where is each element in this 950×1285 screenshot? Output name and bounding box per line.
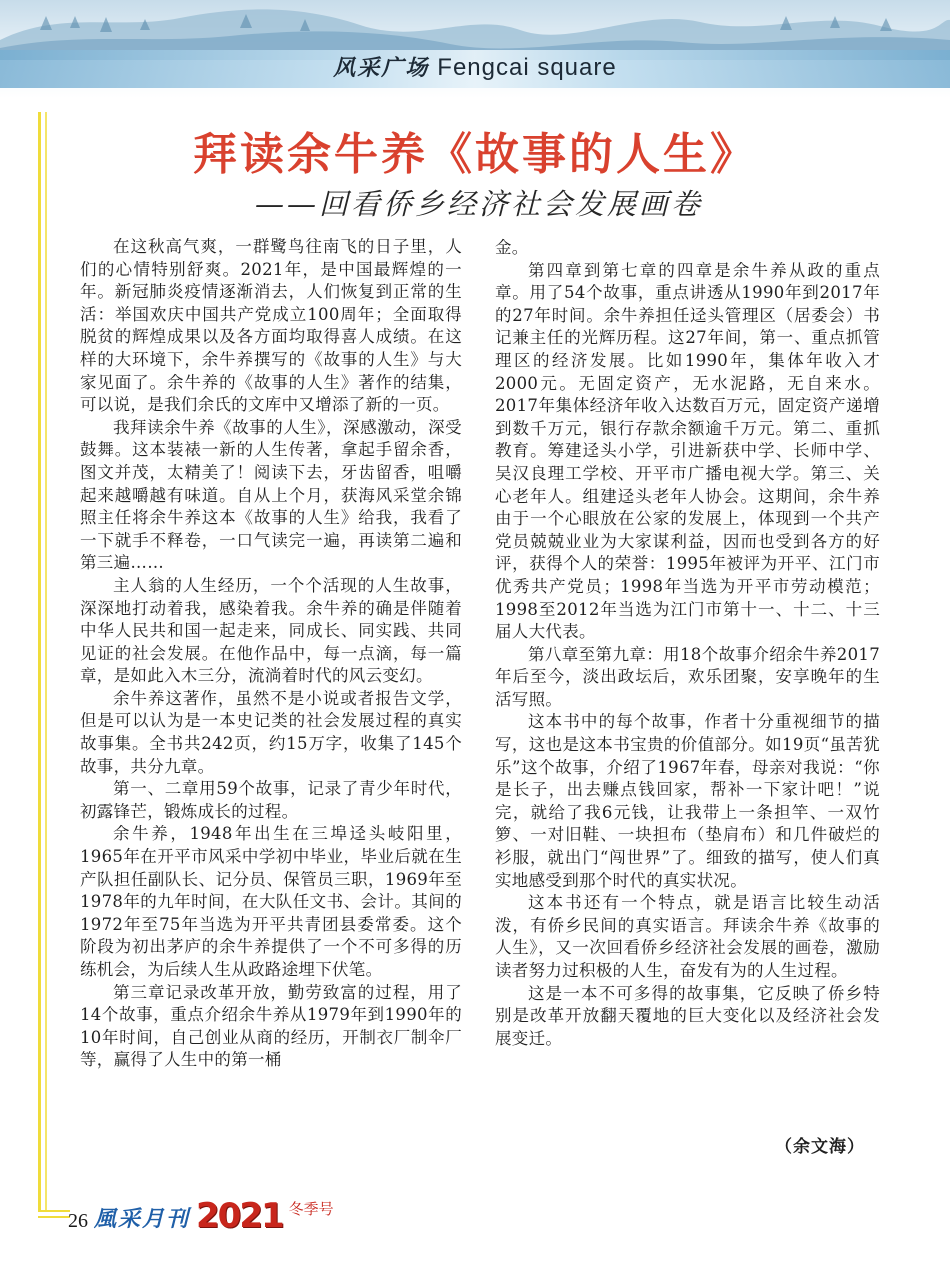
paragraph: 在这秋高气爽，一群鹭鸟往南飞的日子里，人们的心情特别舒爽。2021年，是中国最辉煌的一年。新冠肺炎疫情逐渐消去，人们恢复到正常的生活：举国欢庆中国共产党成立100周年；全面取得脱贫的辉煌成果以及各方面均取得喜人成绩。在这样的大环境下，余牛养撰写的《故事的人生》与大家见面了。余牛养的《故事的人生》著作的结集，可以说，是我们余氏的文库中又增添了新的一页。 [80,237,462,415]
paragraph: 我拜读余牛养《故事的人生》，深感激动，深受鼓舞。这本装裱一新的人生传著，拿起手留余香，图文并茂，太精美了！阅读下去，牙齿留香，咀嚼起来越嚼越有味道。自从上个月，获海风采堂余锦照主任将余牛养这本《故事的人生》给我，我看了一下就手不释卷，一口气读完一遍，再读第二遍和第三遍…… [80,417,462,573]
left-yellow-rule-inner [45,112,47,1212]
header-banner [0,0,950,98]
footer-rule [38,1210,70,1212]
section-title [0,51,950,82]
article-subtitle: ——回看侨乡经济社会发展画卷 [255,187,704,221]
paragraph: 第四章到第七章的四章是余牛养从政的重点章。用了54个故事，重点讲透从1990年到2017年的27年时间。余牛养担任迳头管理区（居委会）书记兼主任的光辉历程。这27年间，第一、重点抓管理区的经济发展。比如1990年，集体年收入才2000元。无固定资产，无水泥路，无自来水。2017年集体经济年收入达数百万元，固定资产递增到数千万元，银行存款余额逾千万元。第二、重抓教育。筹建迳头小学，引进新获中学、长师中学、吴汉良理工学校、开平市广播电视大学。第三、关心老年人。组建迳头老年人协会。这期间，余牛养由于一个心眼放在公家的发展上，体现到一个共产党员兢兢业业为大家谋利益，因而也受到各方的好评，获得个人的荣誉：1995年被评为开平、江门市优秀共产党员；1998年当选为开平市劳动模范；1998至2012年当选为江门市第十一、十二、十三届人大代表。 [495,260,880,642]
section-title-en: Fengcai square [437,54,617,81]
paragraph: 这本书还有一个特点，就是语言比较生动活泼，有侨乡民间的真实语言。拜读余牛养《故事的人生》，又一次回看侨乡经济社会发展的画卷，激励读者努力过积极的人生，奋发有为的人生过程。 [495,893,880,980]
article-title: 拜读余牛养《故事的人生》 [193,129,757,180]
page-number: 26 [68,1210,88,1232]
paragraph: 第一、二章用59个故事，记录了青少年时代，初露锋芒，锻炼成长的过程。 [80,779,462,821]
paragraph: 第三章记录改革开放，勤劳致富的过程，用了14个故事，重点介绍余牛养从1979年到1990年的10年时间，自己创业从商的经历，开制衣厂制伞厂等，赢得了人生中的第一桶 [80,982,462,1070]
issue-season: 冬季号 [288,1200,334,1218]
paragraph-continuation: 金。 [495,238,529,257]
left-column [80,236,462,1072]
right-column [495,237,880,1050]
paragraph: 余牛养，1948年出生在三埠迳头岐阳里，1965年在开平市风采中学初中毕业，毕业后就在生产队担任副队长、记分员、保管员三职，1969年至1978年的九年时间，在大队任文书、会计。其间的1972年至75年当选为开平共青团县委常委。这个阶段为初出茅庐的余牛养提供了一个不可多得的历练机会，为后续人生从政路途埋下伏笔。 [80,824,462,979]
section-title-cn: 风采广场 [333,56,430,81]
paragraph: 这本书中的每个故事，作者十分重视细节的描写，这也是这本书宝贵的价值部分。如19页“虽苦犹乐”这个故事，介绍了1967年春，母亲对我说：“你是长子，出去赚点钱回家，帮补一下家计吧！”说完，就给了我6元钱，让我带上一条担竿、一双竹箩、一对旧鞋、一块担布（垫肩布）和几件破烂的衫服，就出门“闯世界”了。细致的描写，使人们真实地感受到那个时代的真实状况。 [495,712,880,890]
year-logo: 2021 [196,1196,283,1236]
paragraph: 这是一本不可多得的故事集，它反映了侨乡特别是改革开放翻天覆地的巨大变化以及经济社会发展变迁。 [495,983,880,1048]
magazine-name: 風采月刊 [94,1207,191,1232]
paragraph: 主人翁的人生经历，一个个活现的人生故事，深深地打动着我，感染着我。余牛养的确是伴随着中华人民共和国一起走来，同成长、同实践、共同见证的社会发展。在他作品中，每一点滴，每一篇章，是如此入木三分，流淌着时代的风云变幻。 [80,575,462,686]
footer-rule [38,1216,70,1218]
paragraph: 余牛养这著作，虽然不是小说或者报告文学，但是可以认为是一本史记类的社会发展过程的真实故事集。全书共242页，约15万字，收集了145个故事，共分九章。 [80,688,462,776]
author-signature: （余文海） [775,1137,865,1157]
paragraph: 第八章至第九章：用18个故事介绍余牛养2017年后至今，淡出政坛后，欢乐团聚，安享晚年的生活写照。 [495,644,880,709]
left-yellow-rule [38,112,41,1212]
footer [68,1196,334,1236]
